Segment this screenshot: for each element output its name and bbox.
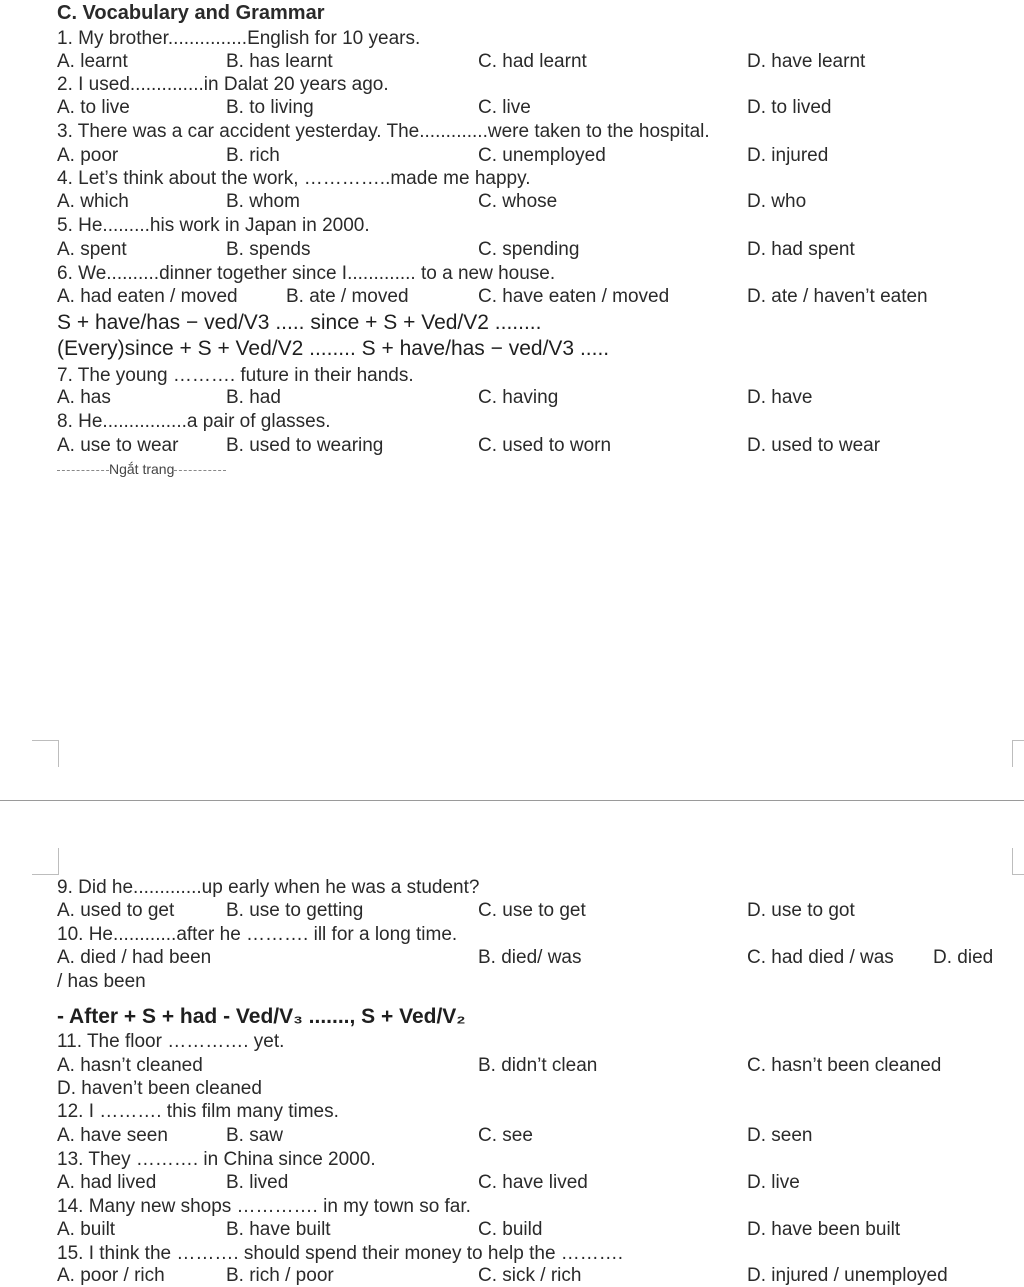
q12-option-b: B. saw	[226, 1125, 284, 1146]
question-9-stem: 9. Did he.............up early when he was a student?	[57, 877, 480, 898]
q10-option-b: B. died/ was	[478, 947, 582, 968]
q12-option-c: C. see	[478, 1125, 533, 1146]
q14-option-a: A. built	[57, 1219, 116, 1240]
question-13-stem: 13. They ………. in China since 2000.	[57, 1149, 376, 1170]
q9-option-d: D. use to got	[747, 900, 855, 921]
q4-option-c: C. whose	[478, 191, 558, 212]
q7-option-d: D. have	[747, 387, 813, 408]
q10-option-c: C. had died / was	[747, 947, 894, 968]
question-11-stem: 11. The floor …………. yet.	[57, 1031, 285, 1052]
q6-option-d: D. ate / haven’t eaten	[747, 286, 928, 307]
q13-option-a: A. had lived	[57, 1172, 157, 1193]
q8-option-b: B. used to wearing	[226, 435, 384, 456]
q2-option-a: A. to live	[57, 97, 130, 118]
q4-option-b: B. whom	[226, 191, 300, 212]
q4-option-d: D. who	[747, 191, 807, 212]
question-2-options	[57, 96, 1017, 119]
q4-option-a: A. which	[57, 191, 129, 212]
q9-option-b: B. use to getting	[226, 900, 364, 921]
q3-option-b: B. rich	[226, 145, 280, 166]
question-9-options	[57, 899, 1017, 922]
question-12-options	[57, 1124, 1017, 1147]
question-13-options	[57, 1171, 1017, 1194]
q1-option-b: B. has learnt	[226, 51, 333, 72]
q13-option-d: D. live	[747, 1172, 800, 1193]
q6-option-a: A. had eaten / moved	[57, 286, 238, 307]
question-10-options	[57, 946, 1017, 969]
crop-mark-top-left	[32, 848, 59, 875]
question-1-options	[57, 50, 1017, 73]
question-14-options	[57, 1218, 1017, 1241]
q15-option-c: C. sick / rich	[478, 1265, 582, 1286]
section-heading: C. Vocabulary and Grammar	[57, 2, 325, 24]
q10-option-d: D. died	[933, 947, 994, 968]
q8-option-d: D. used to wear	[747, 435, 881, 456]
question-7-stem: 7. The young ………. future in their hands.	[57, 365, 414, 386]
q5-option-c: C. spending	[478, 239, 580, 260]
question-6-stem: 6. We..........dinner together since I............. to a new house.	[57, 263, 556, 284]
question-6-options	[57, 285, 1017, 308]
q14-option-d: D. have been built	[747, 1219, 901, 1240]
q13-option-c: C. have lived	[478, 1172, 588, 1193]
q7-option-c: C. having	[478, 387, 559, 408]
q8-option-c: C. used to worn	[478, 435, 612, 456]
q6-option-b: B. ate / moved	[286, 286, 409, 307]
question-10-stem: 10. He............after he ………. ill for a long time.	[57, 924, 458, 945]
page-break-label: Ngắt trang	[109, 461, 175, 477]
formula-since-1: S + have/has − ved/V3 ..... since + S + Ved/V2 ........	[57, 311, 542, 334]
question-8-options	[57, 434, 1017, 457]
question-4-options	[57, 190, 1017, 213]
question-7-options	[57, 386, 1017, 409]
q1-option-a: A. learnt	[57, 51, 128, 72]
q14-option-b: B. have built	[226, 1219, 331, 1240]
q5-option-d: D. had spent	[747, 239, 855, 260]
q15-option-d: D. injured / unemployed	[747, 1265, 948, 1286]
question-2-stem: 2. I used..............in Dalat 20 years ago.	[57, 74, 389, 95]
q6-option-c: C. have eaten / moved	[478, 286, 670, 307]
question-5-options	[57, 238, 1017, 261]
question-14-stem: 14. Many new shops …………. in my town so far.	[57, 1196, 471, 1217]
q5-option-b: B. spends	[226, 239, 311, 260]
q2-option-b: B. to living	[226, 97, 314, 118]
question-15-stem: 15. I think the ………. should spend their money to help the ……….	[57, 1243, 624, 1264]
q3-option-c: C. unemployed	[478, 145, 606, 166]
crop-mark-bottom-left	[32, 740, 59, 767]
q11-option-d: D. haven’t been cleaned	[57, 1078, 262, 1099]
crop-mark-bottom-right	[1012, 740, 1024, 767]
q1-option-d: D. have learnt	[747, 51, 866, 72]
q2-option-d: D. to lived	[747, 97, 832, 118]
q10-option-d-continued: / has been	[57, 971, 146, 992]
q11-option-b: B. didn’t clean	[478, 1055, 598, 1076]
q15-option-a: A. poor / rich	[57, 1265, 165, 1286]
question-11-options	[57, 1054, 1017, 1077]
formula-since-2: (Every)since + S + Ved/V2 ........ S + have/has − ved/V3 .....	[57, 337, 610, 360]
page-break-marker	[57, 461, 226, 477]
question-8-stem: 8. He................a pair of glasses.	[57, 411, 331, 432]
q5-option-a: A. spent	[57, 239, 127, 260]
formula-after: - After + S + had - Ved/V₃ ......., S + Ved/V₂	[57, 1005, 466, 1028]
page-break-dash-right	[174, 470, 226, 471]
q7-option-b: B. had	[226, 387, 281, 408]
q11-option-a: A. hasn’t cleaned	[57, 1055, 203, 1076]
page-separator	[0, 800, 1024, 801]
question-4-stem: 4. Let’s think about the work, …………..made me happy.	[57, 168, 531, 189]
q10-option-a: A. died / had been	[57, 947, 212, 968]
q12-option-d: D. seen	[747, 1125, 813, 1146]
q3-option-d: D. injured	[747, 145, 829, 166]
q12-option-a: A. have seen	[57, 1125, 168, 1146]
q8-option-a: A. use to wear	[57, 435, 179, 456]
q7-option-a: A. has	[57, 387, 111, 408]
q15-option-b: B. rich / poor	[226, 1265, 334, 1286]
question-3-options	[57, 144, 1017, 167]
question-3-stem: 3. There was a car accident yesterday. The.............were taken to the hospital.	[57, 121, 710, 142]
page-break-dash-left	[57, 470, 109, 471]
q9-option-c: C. use to get	[478, 900, 586, 921]
q9-option-a: A. used to get	[57, 900, 175, 921]
question-5-stem: 5. He.........his work in Japan in 2000.	[57, 215, 370, 236]
q11-option-c: C. hasn’t been cleaned	[747, 1055, 942, 1076]
q13-option-b: B. lived	[226, 1172, 289, 1193]
question-1-stem: 1. My brother...............English for 10 years.	[57, 28, 421, 49]
q1-option-c: C. had learnt	[478, 51, 587, 72]
q2-option-c: C. live	[478, 97, 531, 118]
question-15-options	[57, 1264, 1017, 1287]
q14-option-c: C. build	[478, 1219, 543, 1240]
q3-option-a: A. poor	[57, 145, 119, 166]
crop-mark-top-right	[1012, 848, 1024, 875]
question-12-stem: 12. I ………. this film many times.	[57, 1101, 339, 1122]
